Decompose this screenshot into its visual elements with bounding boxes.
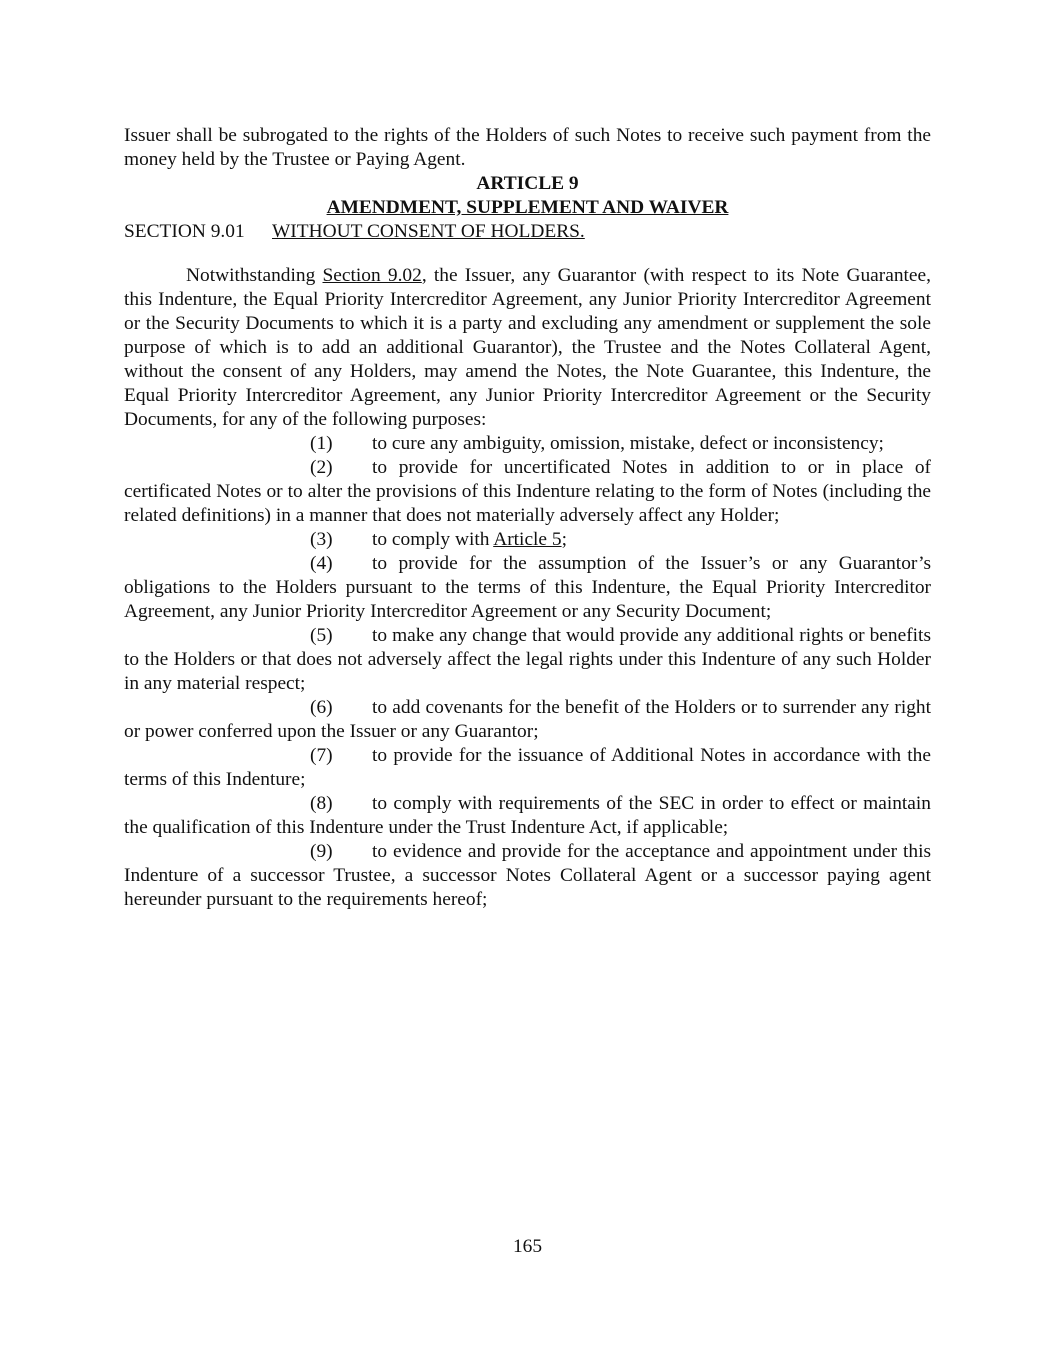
- list-item-text: to provide for the issuance of Additional Notes in accordance with the terms of this Indenture;: [124, 745, 931, 790]
- continuation-paragraph: Issuer shall be subrogated to the rights of the Holders of such Notes to receive such payment from the money held by the Trustee or Paying Agent.: [124, 125, 931, 170]
- article-title-text: AMENDMENT, SUPPLEMENT AND WAIVER: [326, 197, 729, 218]
- list-item-label: (8): [310, 793, 333, 814]
- article-heading: ARTICLE 9: [476, 173, 579, 194]
- list-item-8: [124, 792, 931, 840]
- list-item-label: (5): [310, 625, 333, 646]
- list-item-text: to provide for the assumption of the Issuer’s or any Guarantor’s obligations to the Holders pursuant to the terms of this Indenture, the Equal Priority Intercreditor Agreement, any Junior Priority Intercreditor Agreement or any Security Document;: [124, 553, 931, 622]
- list-item-6: [124, 696, 931, 744]
- list-item-text: to make any change that would provide any additional rights or benefits to the Holders or that does not adversely affect the legal rights under this Indenture of any such Holder in any material respect;: [124, 625, 931, 694]
- intro-lead: Notwithstanding: [186, 265, 323, 286]
- intro-rest: , the Issuer, any Guarantor (with respect to its Note Guarantee, this Indenture, the Equal Priority Intercreditor Agreement, any Junior Priority Intercreditor Agreement or the Security Documents to which it is a party and excluding any amendment or supplement the sole purpose of which is to add an additional Guarantor), the Trustee and the Notes Collateral Agent, without the consent of any Holders, may amend the Notes, the Note Guarantee, this Indenture, the Equal Priority Intercreditor Agreement, any Junior Priority Intercreditor Agreement or the Security Documents, for any of the following purposes:: [124, 265, 931, 430]
- list-item-1: [124, 432, 931, 456]
- article-5-reference: Article 5: [493, 529, 562, 550]
- list-item-label: (2): [310, 457, 333, 478]
- list-item-label: (9): [310, 841, 333, 862]
- list-item-5: [124, 624, 931, 696]
- document-page: [124, 124, 931, 912]
- page-number: 165: [512, 1236, 543, 1257]
- list-item-label: (3): [310, 529, 333, 550]
- list-item-text-lead: to comply with: [372, 529, 494, 550]
- list-item-text: to cure any ambiguity, omission, mistake, defect or inconsistency;: [372, 433, 884, 454]
- article-title: [124, 196, 931, 220]
- list-item-label: (6): [310, 697, 333, 718]
- list-item-9: [124, 840, 931, 912]
- section-heading: [124, 220, 931, 244]
- list-item-4: [124, 552, 931, 624]
- list-item-3: [124, 528, 931, 552]
- section-9-02-reference: Section 9.02: [322, 265, 422, 286]
- list-item-text-tail: ;: [561, 529, 567, 550]
- section-number: SECTION 9.01: [124, 221, 245, 242]
- list-item-text: to evidence and provide for the acceptance and appointment under this Indenture of a successor Trustee, a successor Notes Collateral Agent or a successor paying agent hereunder pursuant to the requirements hereof;: [124, 841, 931, 910]
- list-item-text: to provide for uncertificated Notes in addition to or in place of certificated Notes or to alter the provisions of this Indenture relating to the form of Notes (including the related definitions) in a manner that does not materially adversely affect any Holder;: [124, 457, 931, 526]
- list-item-label: (7): [310, 745, 333, 766]
- list-item-text: to comply with requirements of the SEC in order to effect or maintain the qualification of this Indenture under the Trust Indenture Act, if applicable;: [124, 793, 931, 838]
- list-item-label: (1): [310, 433, 333, 454]
- list-item-7: [124, 744, 931, 792]
- section-title: WITHOUT CONSENT OF HOLDERS.: [272, 221, 585, 242]
- list-item-text: to add covenants for the benefit of the Holders or to surrender any right or power conferred upon the Issuer or any Guarantor;: [124, 697, 931, 742]
- intro-paragraph: [124, 264, 931, 432]
- list-item-label: (4): [310, 553, 333, 574]
- list-item-2: [124, 456, 931, 528]
